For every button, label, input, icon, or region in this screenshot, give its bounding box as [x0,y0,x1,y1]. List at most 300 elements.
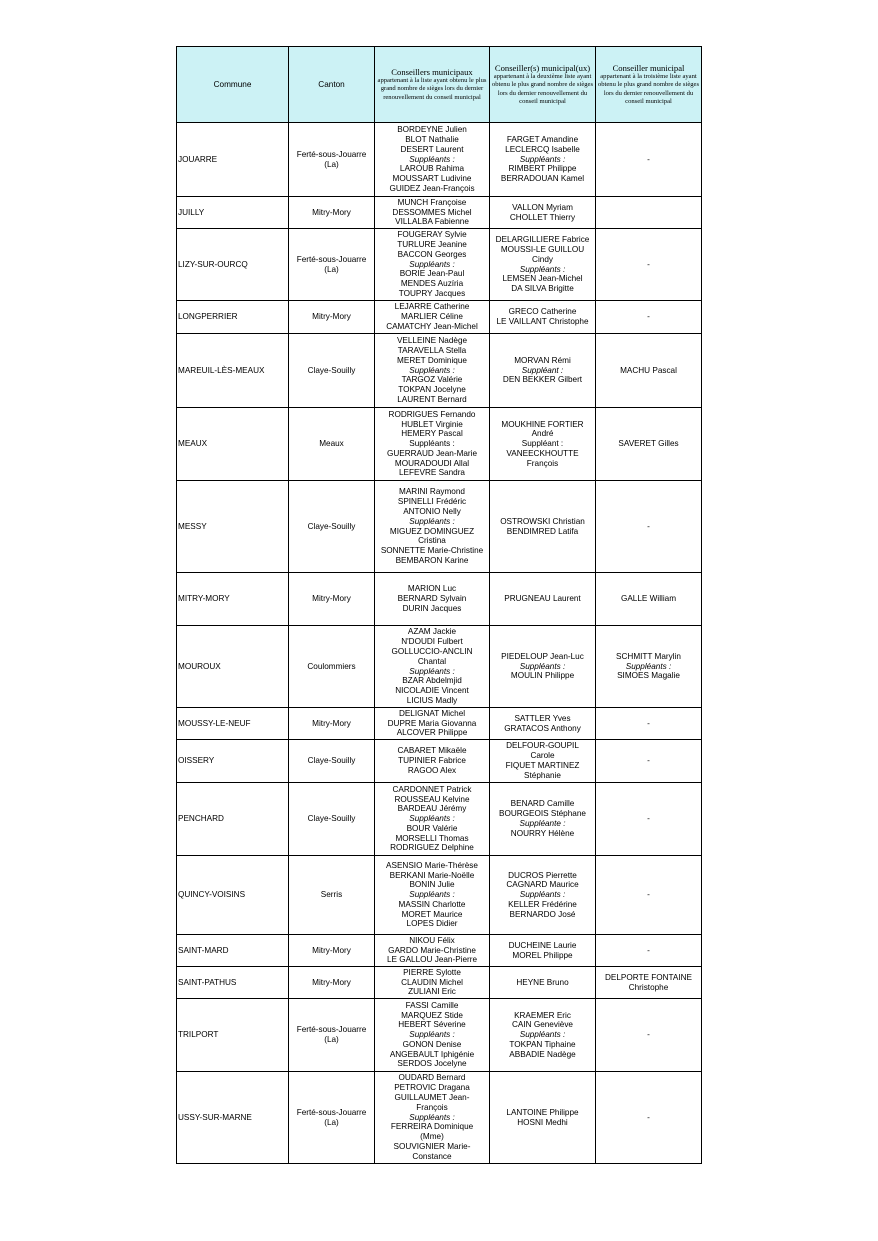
cell-line: MORET Maurice [401,909,463,919]
cell-line: BORDEYNE Julien [397,125,467,135]
cell-line: CAIN Geneviève [512,1020,573,1030]
cell-line: NOURRY Hélène [510,828,575,838]
header-third-list-subtitle: appartenant à la troisième liste ayant obtenu le plus grand nombre de sièges lors du dernier renouvellement du conseil municipal [597,73,700,105]
cell-line: BERNARDO José [509,909,576,919]
cell-line: LICIUS Madly [406,695,458,705]
cell-line: Suppléant : [521,439,564,449]
canton-cell [289,740,375,783]
cell-line: Suppléants : [519,1030,566,1040]
cell-line: RODRIGUES Fernando [388,409,476,419]
cell-line: RIMBERT Philippe [508,164,577,174]
cell-line: VANEECKHOUTTE [506,448,579,458]
cell-line: DA SILVA Brigitte [511,284,574,294]
cell-line: Suppléants : [409,439,455,449]
third-list-cell [596,740,702,783]
cell-line: BORIE Jean-Paul [399,269,465,279]
cell-line: MORVAN Rémi [514,355,571,365]
header-first-list-title: Conseillers municipaux [391,67,473,78]
cell-line: Suppléants : [409,365,455,375]
cell-line: Suppléants : [409,1030,455,1040]
cell-line: Suppléants : [519,264,566,274]
cell-line: LE GALLOU Jean-Pierre [386,955,478,965]
cell-line: GOLLUCCIO-ANCLIN [391,646,473,656]
cell-line: BLOT Nathalie [405,135,459,144]
cell-line: LECLERCQ Isabelle [505,144,580,154]
cell-line: TOKPAN Tiphaine [509,1039,576,1049]
cell-line: François [416,1102,448,1112]
cell-line: MOUSSI-LE GUILLOU [500,244,585,254]
cell-line: BERKANI Marie-Noëlle [389,870,475,880]
cell-line: Cindy [532,254,553,264]
cell-line: - [647,890,650,900]
cell-line: HEBERT Séverine [398,1020,466,1030]
first-list-cell [375,123,490,197]
cell-line: Claye-Souilly [307,814,356,824]
cell-line: SIMOES Magalie [617,671,680,681]
first-list-cell [375,481,490,573]
canton-cell [289,408,375,481]
cell-line: DUPRE Maria Giovanna [387,718,477,728]
first-list-cell [375,301,490,334]
header-third-list [596,47,702,123]
cell-line: BZAR Abdelmjid [402,676,462,686]
header-second-list [490,47,596,123]
table-body [177,123,702,1164]
first-list-cell [375,573,490,626]
cell-line: Mitry-Mory [312,718,351,728]
second-list-cell [490,197,596,229]
commune-cell: SAINT-PATHUS [177,967,289,999]
header-second-list-title: Conseiller(s) municipal(ux) [494,63,591,74]
cell-line: PIEDELOUP Jean-Luc [501,651,584,661]
commune-cell: MOUSSY-LE-NEUF [177,708,289,740]
cell-line: GUILLAUMET Jean- [394,1093,470,1102]
cell-line: Chantal [417,656,447,666]
second-list-cell [490,573,596,626]
cell-line: BENDIMRED Latifa [506,526,579,536]
third-list-cell [596,1072,702,1164]
cell-line: MORSELLI Thomas [395,833,469,843]
commune-cell: MESSY [177,481,289,573]
first-list-cell [375,229,490,301]
cell-line: NICOLADIE Vincent [395,686,469,696]
cell-line: KRAEMER Eric [514,1010,571,1020]
table-header-row [177,47,702,123]
cell-line: MARION Luc [407,584,457,594]
table-row [177,481,702,573]
cell-line: BONIN Julie [409,880,455,890]
cell-line: (Mme) [420,1132,444,1142]
cell-line: MOURADOUDI Allal [394,458,470,468]
cell-line: Claye-Souilly [307,756,356,766]
second-list-cell [490,1072,596,1164]
header-third-list-title: Conseiller municipal [612,63,685,74]
cell-line: FERREIRA Dominique [390,1122,474,1132]
cell-line: - [647,312,650,322]
second-list-cell [490,708,596,740]
first-list-cell [375,967,490,999]
second-list-cell [490,626,596,708]
canton-cell [289,197,375,229]
commune-cell: MITRY-MORY [177,573,289,626]
cell-line: BEMBARON Karine [395,555,469,565]
cell-line: Suppléant : [521,365,564,375]
cell-line: LAROUB Rahima [399,164,465,174]
second-list-cell [490,740,596,783]
first-list-cell [375,999,490,1072]
cell-line: NIKOU Félix [409,935,455,945]
cell-line: Ferté-sous-Jouarre [296,1107,367,1117]
cell-line: MARQUEZ Stide [401,1010,463,1020]
second-list-cell [490,856,596,935]
table-row [177,783,702,856]
cell-line: ANGEBAULT Iphigénie [389,1049,475,1059]
third-list-cell [596,481,702,573]
canton-cell [289,967,375,999]
cell-line: MENDES Auzíria [400,279,464,289]
header-second-list-subtitle: appartenant à la deuxième liste ayant obtenu le plus grand nombre de sièges lors du dernier renouvellement du conseil municipal [491,73,594,105]
cell-line: - [647,756,650,766]
cell-line: OUDARD Bernard [398,1073,466,1083]
cell-line: Ferté-sous-Jouarre [296,149,367,159]
cell-line: Stéphanie [524,770,561,780]
commune-cell: LIZY-SUR-OURCQ [177,229,289,301]
cell-line: BARDEAU Jérémy [397,804,467,814]
first-list-cell [375,783,490,856]
cell-line: PIERRE Sylotte [403,967,461,977]
commune-cell: QUINCY-VOISINS [177,856,289,935]
cell-line: Suppléants : [519,154,566,164]
cell-line: DELFOUR-GOUPIL [506,741,579,751]
canton-cell [289,573,375,626]
cell-line: MOUSSART Ludivine [392,174,472,184]
councillors-table [176,46,702,1164]
cell-line: MERET Dominique [397,355,467,365]
cell-line: (La) [324,264,339,274]
table-row [177,408,702,481]
cell-line: Serris [320,890,343,900]
cell-line: Suppléants : [409,890,455,900]
cell-line: ALCOVER Philippe [396,728,468,738]
canton-cell [289,626,375,708]
cell-line: HEMERY Pascal [401,429,463,439]
cell-line: Ferté-sous-Jouarre [296,1025,367,1035]
cell-line: FIQUET MARTINEZ [505,761,580,770]
canton-cell [289,334,375,408]
second-list-cell [490,967,596,999]
canton-cell [289,123,375,197]
cell-line: BERNARD Sylvain [397,594,467,604]
second-list-cell [490,334,596,408]
cell-line: (La) [324,159,339,169]
cell-line: - [647,718,650,728]
first-list-cell [375,626,490,708]
cell-line: DESSOMMES Michel [392,207,472,217]
table-row [177,229,702,301]
table-row [177,626,702,708]
cell-line: RAGOO Alex [407,765,457,775]
third-list-cell [596,197,702,229]
cell-line: GARDO Marie-Christine [388,945,476,955]
cell-line: Carole [530,751,555,761]
commune-cell: MOUROUX [177,626,289,708]
canton-cell [289,229,375,301]
cell-line: MARINI Raymond [399,487,465,497]
cell-line: Claye-Souilly [307,521,356,531]
cell-line: PRUGNEAU Laurent [504,594,581,604]
cell-line: CAGNARD Maurice [506,880,579,890]
cell-line: BERRADOUAN Kamel [500,174,585,184]
cell-line: GRECO Catherine [508,307,577,317]
table-row [177,708,702,740]
commune-cell: JUILLY [177,197,289,229]
first-list-cell [375,1072,490,1164]
cell-line: Ferté-sous-Jouarre [296,254,367,264]
cell-line: DELARGILLIERE Fabrice [495,235,590,245]
cell-line: ZULIANI Eric [408,987,456,997]
canton-cell [289,1072,375,1164]
cell-line: (La) [324,1117,339,1127]
cell-line: Suppléants : [409,666,455,676]
cell-line: DESERT Laurent [400,144,464,154]
header-first-list [375,47,490,123]
third-list-cell [596,783,702,856]
second-list-cell [490,783,596,856]
cell-line: SATTLER Yves [514,713,571,723]
cell-line: SOUVIGNIER Marie- [393,1141,471,1151]
cell-line: CABARET Mikaële [397,746,467,756]
third-list-cell [596,856,702,935]
cell-line: Constance [412,1151,452,1161]
table-row [177,1072,702,1164]
cell-line: SCHMITT Marylin [616,651,681,661]
canton-cell [289,856,375,935]
cell-line: - [647,1030,650,1040]
third-list-cell [596,408,702,481]
cell-line: PETROVIC Dragana [394,1083,470,1093]
table-row [177,999,702,1072]
cell-line: LAURENT Bernard [397,394,467,404]
cell-line: DELPORTE FONTAINE [604,972,693,982]
cell-line: BOUR Valérie [406,823,458,833]
cell-line: N'DOUDI Fulbert [401,637,463,647]
cell-line: Mitry-Mory [312,594,351,604]
header-commune: Commune [177,47,289,123]
cell-line: André [531,429,554,439]
cell-line: ABBADIE Nadège [509,1049,576,1059]
cell-line: Claye-Souilly [307,365,356,375]
cell-line: MOULIN Philippe [510,671,575,681]
cell-line: MIGUEZ DOMINGUEZ [389,526,475,536]
cell-line: - [647,1112,650,1122]
cell-line: GALLE William [620,594,677,604]
cell-line: OSTROWSKI Christian [500,516,585,526]
commune-cell: LONGPERRIER [177,301,289,334]
third-list-cell [596,935,702,967]
cell-line: BOURGEOIS Stéphane [499,809,586,819]
cell-line: TURLURE Jeanine [397,240,467,249]
third-list-cell [596,123,702,197]
cell-line: GUIDEZ Jean-François [389,183,475,193]
cell-line: MACHU Pascal [620,365,677,375]
table-row [177,967,702,999]
cell-line: (La) [324,1035,339,1044]
third-list-cell [596,334,702,408]
commune-cell: USSY-SUR-MARNE [177,1072,289,1164]
commune-cell: JOUARRE [177,123,289,197]
cell-line: HUBLET Virginie [401,419,463,429]
canton-cell [289,708,375,740]
cell-line: Suppléante : [519,819,566,828]
cell-line: Suppléants : [625,661,672,671]
table-row [177,123,702,197]
second-list-cell [490,481,596,573]
cell-line: TOUPRY Jacques [398,288,466,298]
cell-line: DELIGNAT Michel [398,708,466,718]
cell-line: SERDOS Jocelyne [397,1059,467,1069]
canton-cell [289,481,375,573]
cell-line: MARLIER Céline [401,312,463,322]
third-list-cell [596,626,702,708]
cell-line: TOKPAN Jocelyne [398,385,466,395]
cell-line: SPINELLI Frédéric [397,497,467,507]
cell-line: Christophe [628,982,669,992]
third-list-cell [596,967,702,999]
cell-line: ANTONIO Nelly [403,506,461,516]
first-list-cell [375,708,490,740]
cell-line: François [526,458,559,468]
cell-line: MOUKHINE FORTIER [501,419,584,429]
canton-cell [289,301,375,334]
cell-line: Suppléants : [519,890,566,900]
second-list-cell [490,123,596,197]
cell-line: Suppléants : [409,154,455,164]
cell-line: Suppléants : [409,1112,455,1122]
cell-line: FARGET Amandine [506,135,579,144]
third-list-cell [596,229,702,301]
cell-line: TUPINIER Fabrice [398,756,466,766]
first-list-cell [375,935,490,967]
cell-line: ASENSIO Marie-Thérèse [386,860,478,870]
cell-line: GONON Denise [402,1039,462,1049]
third-list-cell [596,999,702,1072]
second-list-cell [490,408,596,481]
first-list-cell [375,408,490,481]
cell-line: LEFEVRE Sandra [399,468,465,478]
commune-cell: OISSERY [177,740,289,783]
cell-line: Suppléants : [409,814,455,824]
table-row [177,301,702,334]
cell-line: VALLON Myriam [512,202,573,212]
cell-line: GRATACOS Anthony [504,723,581,733]
cell-line: MASSIN Charlotte [398,899,466,909]
cell-line: Meaux [319,439,344,449]
cell-line: GUERRAUD Jean-Marie [386,448,478,458]
cell-line: Suppléants : [409,516,455,526]
second-list-cell [490,301,596,334]
second-list-cell [490,935,596,967]
cell-line: HOSNI Medhi [517,1117,568,1127]
cell-line: - [647,259,650,269]
cell-line: MOREL Philippe [512,950,573,960]
cell-line: CARDONNET Patrick [392,784,472,794]
header-first-list-subtitle: appartenant à la liste ayant obtenu le plus grand nombre de sièges lors du dernier renouvellement du conseil municipal [377,77,487,101]
cell-line: TARGOZ Valérie [401,375,463,385]
cell-line: LE VAILLANT Christophe [496,317,589,326]
table-row [177,573,702,626]
canton-cell [289,935,375,967]
cell-line: CLAUDIN Michel [401,977,463,987]
cell-line: ROUSSEAU Kelvine [394,794,470,804]
cell-line: BENARD Camille [510,799,575,809]
header-canton: Canton [289,47,375,123]
cell-line: SONNETTE Marie-Christine [380,546,484,556]
cell-line: - [647,154,650,164]
cell-line: DUCHEINE Laurie [508,940,577,950]
commune-cell: MEAUX [177,408,289,481]
cell-line: DUCROS Pierrette [508,870,577,880]
cell-line: FOUGERAY Sylvie [397,230,467,240]
third-list-cell [596,301,702,334]
cell-line: MUNCH Françoise [397,197,467,207]
cell-line: Cristina [418,536,446,546]
table-row [177,935,702,967]
first-list-cell [375,856,490,935]
cell-line: Mitry-Mory [312,207,351,217]
cell-line: Suppléants : [409,259,455,269]
cell-line: Mitry-Mory [312,945,351,955]
cell-line: CAMATCHY Jean-Michel [386,321,478,331]
second-list-cell [490,999,596,1072]
cell-line: CHOLLET Thierry [509,212,576,222]
cell-line: LEMSEN Jean-Michel [502,274,583,284]
cell-line: KELLER Frédérine [508,899,577,909]
cell-line: TARAVELLA Stella [397,346,467,355]
table-row [177,197,702,229]
cell-line: Coulommiers [307,661,356,671]
canton-cell [289,783,375,856]
first-list-cell [375,197,490,229]
commune-cell: TRILPORT [177,999,289,1072]
cell-line: BACCON Georges [397,249,467,259]
cell-line: Mitry-Mory [312,312,351,322]
cell-line: LANTOINE Philippe [506,1107,579,1117]
cell-line: - [647,945,650,955]
commune-cell: MAREUIL-LÈS-MEAUX [177,334,289,408]
cell-line: - [647,814,650,824]
cell-line: DEN BEKKER Gilbert [502,375,583,385]
cell-line: Suppléants : [519,661,566,671]
cell-line: AZAM Jackie [407,627,457,637]
cell-line: DURIN Jacques [402,603,462,613]
cell-line: HEYNE Bruno [516,977,569,987]
table-row [177,334,702,408]
third-list-cell [596,708,702,740]
table-row [177,740,702,783]
cell-line: VELLEINE Nadège [396,336,468,346]
cell-line: FASSI Camille [405,1000,459,1010]
canton-cell [289,999,375,1072]
second-list-cell [490,229,596,301]
commune-cell: PENCHARD [177,783,289,856]
cell-line: RODRIGUEZ Delphine [390,843,474,853]
first-list-cell [375,740,490,783]
cell-line: SAVERET Gilles [618,439,679,449]
first-list-cell [375,334,490,408]
table-row [177,856,702,935]
cell-line: VILLALBA Fabienne [395,217,469,227]
cell-line: Mitry-Mory [312,977,351,987]
